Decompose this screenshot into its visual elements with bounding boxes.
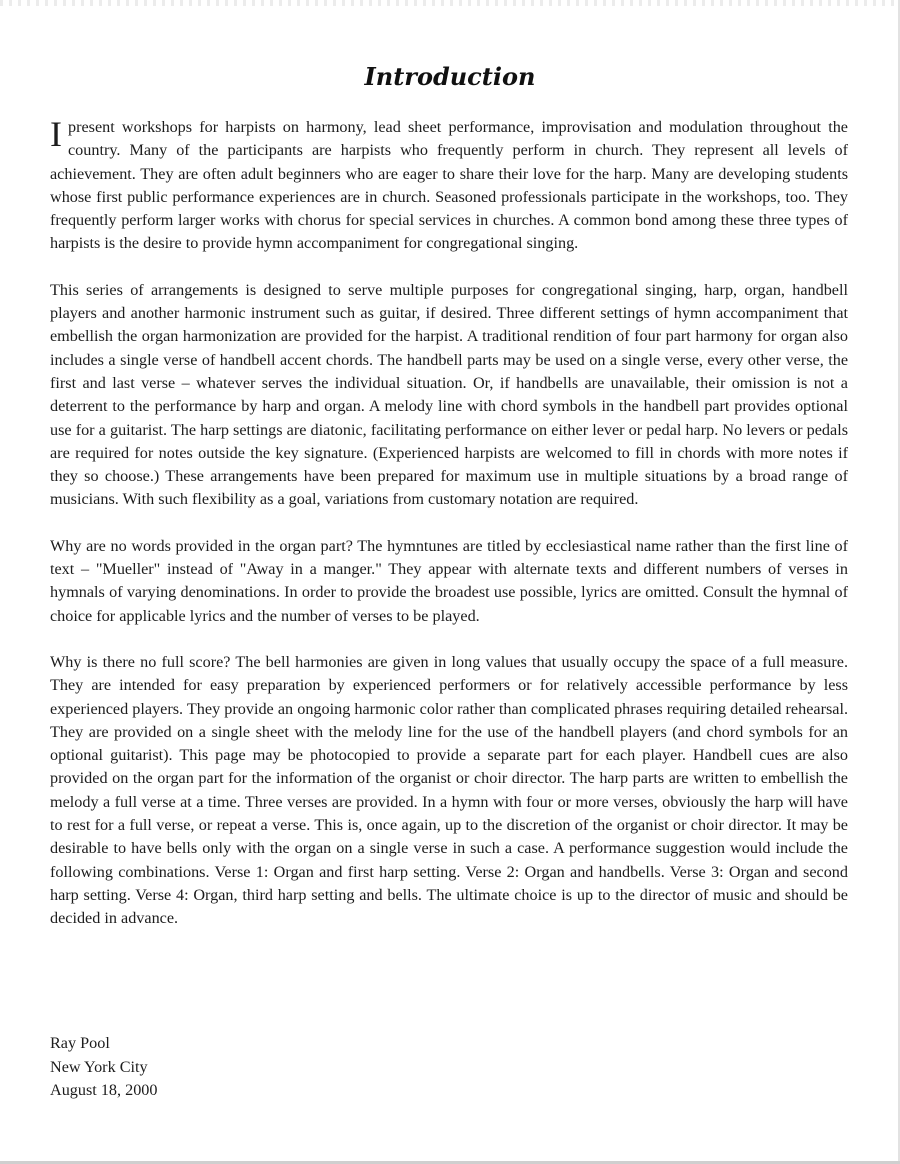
scan-top-edge: [0, 0, 900, 6]
introduction-body: [50, 116, 848, 954]
paragraph-full-score: Why is there no full score? The bell harmonies are given in long values that usually occupy the space of a full measure. They are intended for easy preparation by experienced performers or for relatively accessible performance by less experienced players. They provide an ongoing harmonic color rather than complicated phrases requiring detailed rehearsal. They are provided on a single sheet with the melody line for the use of the handbell players (and chord symbols for an optional guitarist). This page may be photocopied to provide a separate part for each player. Handbell cues are also provided on the organ part for the information of the organist or choir director. The harp parts are written to embellish the melody a full verse at a time. Three verses are provided. In a hymn with four or more verses, obviously the harp will have to rest for a full verse, or repeat a verse. This is, once again, up to the discretion of the organist or choir director. It may be desirable to have bells only with the organ on a single verse in such a case. A performance suggestion would include the following combinations. Verse 1: Organ and first harp setting. Verse 2: Organ and handbells. Verse 3: Organ and second harp setting. Verse 4: Organ, third harp setting and bells. The ultimate choice is up to the director of music and should be decided in advance.: [50, 652, 848, 928]
paragraph-arrangements: This series of arrangements is designed to serve multiple purposes for congregational singing, harp, organ, handbell players and another harmonic instrument such as guitar, if desired. Three different settings of hymn accompaniment that embellish the organ harmonization are provided for the harpist. A traditional rendition of four part harmony for organ also includes a single verse of handbell accent chords. The handbell parts may be used on a single verse, every other verse, the first and last verse – whatever serves the individual situation. Or, if handbells are unavailable, their omission is not a deterrent to the performance by harp and organ. A melody line with chord symbols in the handbell part provides optional use for a guitarist. The harp settings are diatonic, facilitating performance on either lever or pedal harp. No levers or pedals are required for notes outside the key signature. (Experienced harpists are welcomed to fill in chords with more notes if they so choose.) These arrangements have been prepared for maximum use in multiple situations by a broad range of musicians. With such flexibility as a goal, variations from customary notation are required.: [50, 280, 848, 509]
page-title: Introduction: [364, 62, 536, 91]
signature-block: [50, 1032, 157, 1103]
author-city: New York City: [50, 1057, 148, 1076]
author-name: Ray Pool: [50, 1034, 110, 1052]
signature-date: August 18, 2000: [50, 1081, 158, 1099]
paragraph-organ-words: Why are no words provided in the organ part? The hymntunes are titled by ecclesiastical name rather than the first line of text – "Mueller" instead of "Away in a manger." They appear with alternate texts and different numbers of verses in hymnals of varying denominations. In order to provide the broadest use possible, lyrics are omitted. Consult the hymnal of choice for applicable lyrics and the number of verses to be played.: [50, 536, 848, 625]
paragraph-workshops: Ipresent workshops for harpists on harmony, lead sheet performance, improvisation and modulation throughout the country. Many of the participants are harpists who frequently perform in church. They represent all levels of achievement. They are often adult beginners who are eager to share their love for the harp. Many are developing students whose first public performance experiences are in church. Seasoned professionals participate in the workshops, too. They frequently perform larger works with chorus for special services in churches. A common bond among these three types of harpists is the desire to provide hymn accompaniment for congregational singing.: [50, 114, 848, 253]
